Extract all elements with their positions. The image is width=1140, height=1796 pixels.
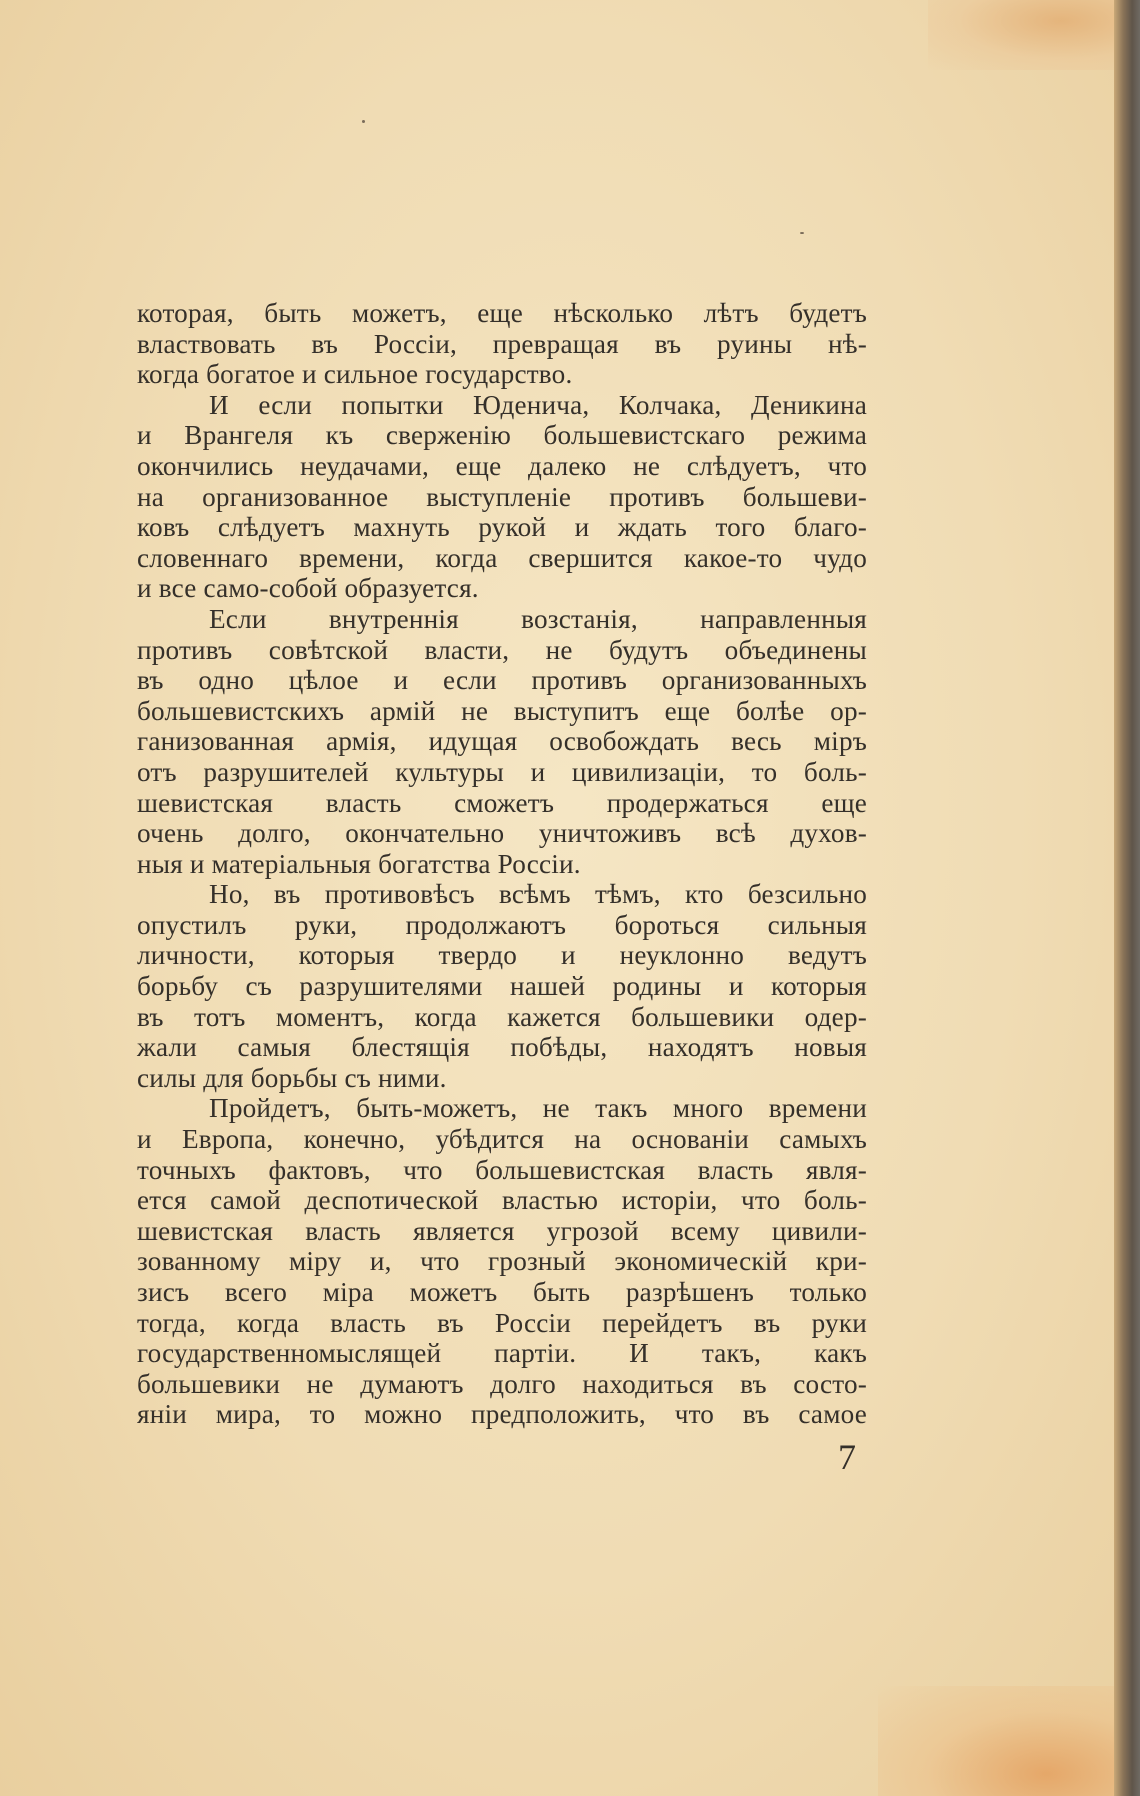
text-line: личности, которыя твердо и неуклонно ведутъ — [137, 940, 867, 971]
text-line: Пройдетъ, быть-можетъ, не такъ много времени — [209, 1093, 867, 1124]
text-line: шевистская власть является угрозой всему цивили- — [137, 1215, 867, 1246]
text-line: борьбу съ разрушителями нашей родины и которыя — [137, 971, 867, 1002]
text-line: ныя и матеріальныя богатства Россіи. — [137, 848, 581, 879]
text-line: окончились неудачами, еще далеко не слѣдуетъ, что — [137, 450, 867, 481]
page-edge-shadow — [1114, 0, 1140, 1796]
body-text — [137, 298, 867, 1430]
text-line: отъ разрушителей культуры и цивилизаціи, то боль- — [137, 756, 867, 787]
paper-speck — [362, 120, 365, 123]
corner-stain-top — [928, 0, 1118, 70]
text-line: и все само-собой образуется. — [137, 573, 479, 604]
paper-speck — [800, 232, 804, 234]
text-line: государственномыслящей партіи. И такъ, какъ — [137, 1338, 867, 1369]
text-line: тогда, когда власть въ Россіи перейдетъ въ руки — [137, 1307, 867, 1338]
text-line: въ тотъ моментъ, когда кажется большевики одер- — [137, 1001, 867, 1032]
text-line: точныхъ фактовъ, что большевистская власть явля- — [137, 1154, 867, 1185]
text-line: властвовать въ Россіи, превращая въ руины нѣ- — [137, 328, 867, 359]
text-line: жали самыя блестящія побѣды, находятъ новыя — [137, 1032, 867, 1063]
text-line: яніи мира, то можно предположить, что въ самое — [137, 1399, 867, 1430]
page-number: 7 — [838, 1437, 856, 1477]
text-line: ковъ слѣдуетъ махнуть рукой и ждать того благо- — [137, 512, 867, 543]
text-line: очень долго, окончательно уничтоживъ всѣ духов- — [137, 818, 867, 849]
text-line: И если попытки Юденича, Колчака, Деникина — [209, 389, 867, 420]
text-line: когда богатое и сильное государство. — [137, 359, 573, 390]
text-line: ганизованная армія, идущая освобождать весь міръ — [137, 726, 867, 757]
text-line: ется самой деспотической властью исторіи, что боль- — [137, 1185, 867, 1216]
corner-stain-bottom — [878, 1686, 1118, 1796]
text-line: силы для борьбы съ ними. — [137, 1062, 447, 1093]
text-line: Если внутреннія возстанія, направленныя — [209, 603, 867, 634]
text-line: опустилъ руки, продолжаютъ бороться сильныя — [137, 909, 867, 940]
text-line: шевистская власть сможетъ продержаться еще — [137, 787, 867, 818]
text-line: словеннаго времени, когда свершится какое-то чудо — [137, 542, 867, 573]
text-line: Но, въ противовѣсъ всѣмъ тѣмъ, кто безсильно — [209, 879, 867, 910]
text-line: и Врангеля къ сверженію большевистскаго режима — [137, 420, 867, 451]
text-line: зисъ всего міра можетъ быть разрѣшенъ только — [137, 1277, 867, 1307]
text-line: и Европа, конечно, убѣдится на основаніи самыхъ — [137, 1124, 867, 1155]
text-line: противъ совѣтской власти, не будутъ объединены — [137, 634, 867, 665]
text-line: большевистскихъ армій не выступитъ еще болѣе ор- — [137, 695, 867, 726]
text-line: которая, быть можетъ, еще нѣсколько лѣтъ будетъ — [137, 298, 867, 328]
text-line: въ одно цѣлое и если противъ организованныхъ — [137, 665, 867, 696]
text-line: на организованное выступленіе противъ большеви- — [137, 481, 867, 512]
text-line: большевики не думаютъ долго находиться въ состо- — [137, 1368, 867, 1399]
text-line: зованному міру и, что грозный экономическій кри- — [137, 1246, 867, 1277]
